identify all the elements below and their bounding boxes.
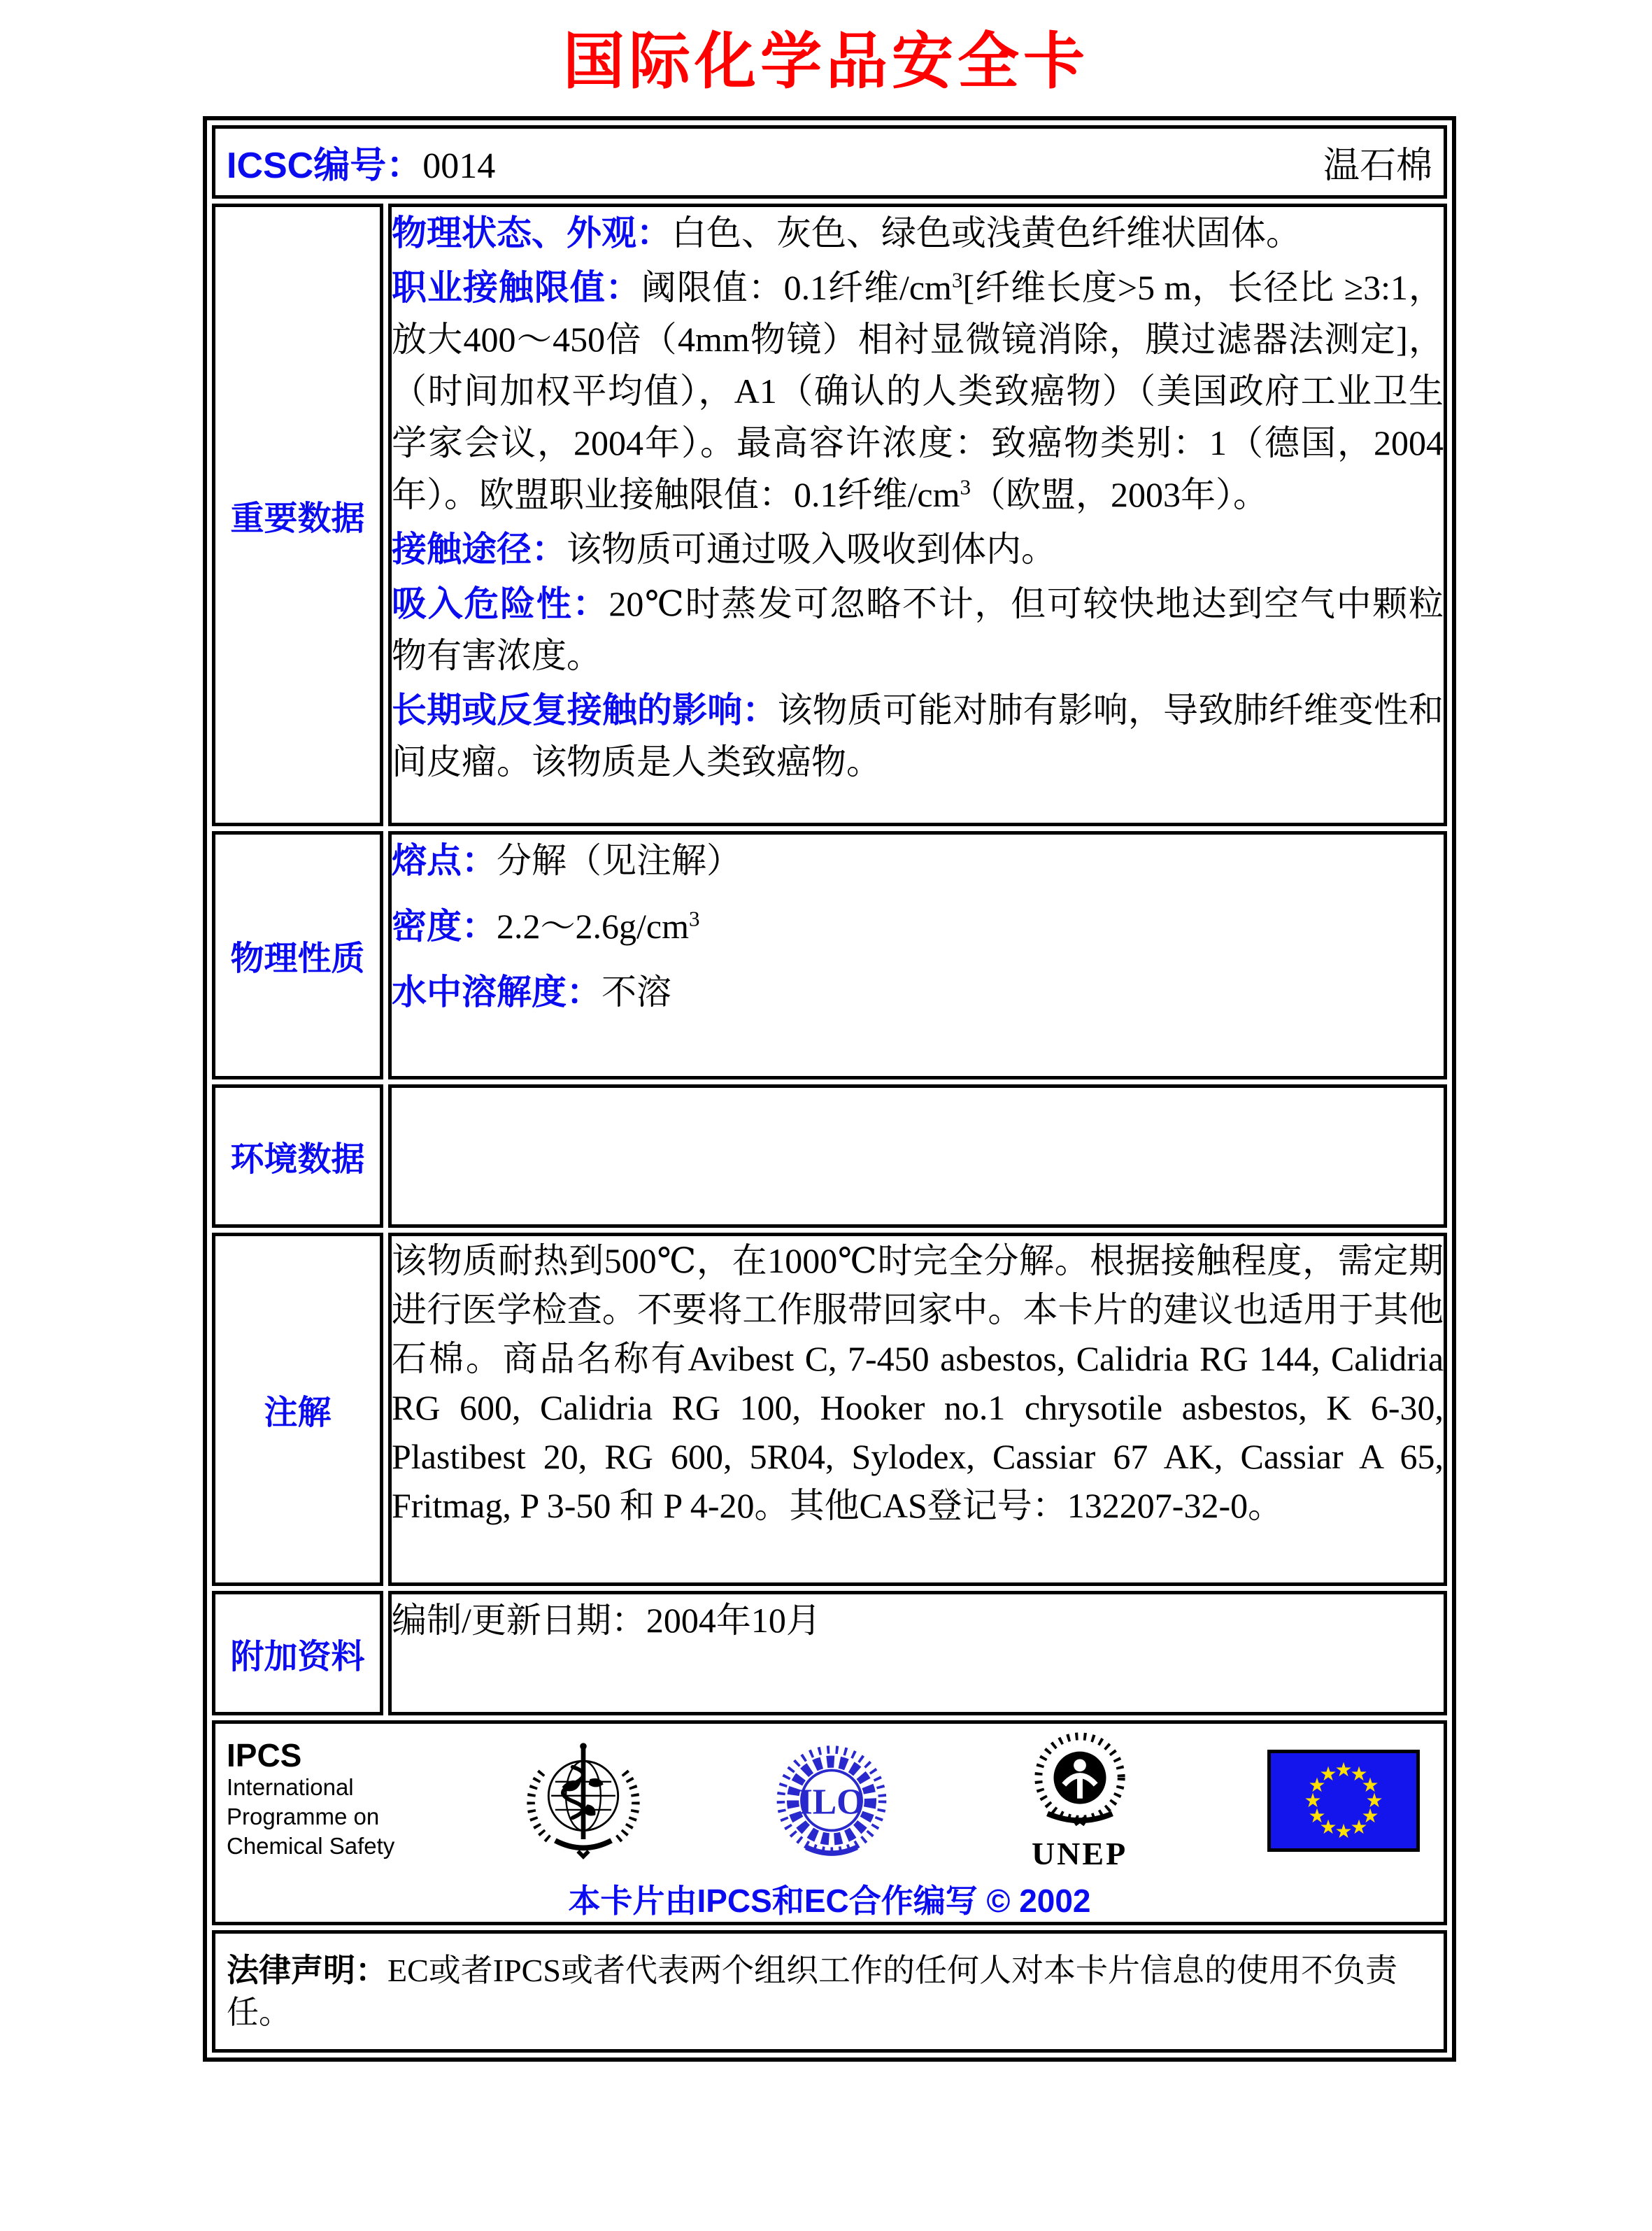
melting-point-value: 分解（见注解）	[497, 841, 741, 880]
eu-star-icon: ★	[1350, 1816, 1368, 1839]
limits-text-seg: 阈限值：0.1纤维/cm	[641, 268, 952, 307]
physical-state-label: 物理状态、外观：	[392, 213, 671, 253]
footer-caption: 本卡片由IPCS和EC合作编写 © 2002	[568, 1883, 1091, 1919]
eu-star-icon: ★	[1361, 1805, 1379, 1827]
superscript-3: 3	[960, 474, 971, 500]
superscript-3: 3	[688, 906, 700, 931]
page-title: 国际化学品安全卡	[562, 29, 1089, 97]
icsc-card-table	[203, 116, 1456, 2062]
eu-star-icon: ★	[1365, 1790, 1383, 1812]
section-label-important: 重要数据	[212, 204, 383, 826]
physical-state-line	[392, 207, 1444, 259]
additional-info-row	[212, 1591, 1447, 1715]
occupational-limits-line	[392, 262, 1444, 520]
physical-state-text: 白色、灰色、绿色或浅黄色纤维状固体。	[671, 213, 1301, 253]
exposure-routes-text: 该物质可通过吸入吸收到体内。	[567, 530, 1056, 569]
long-term-effects-label: 长期或反复接触的影响：	[392, 690, 778, 730]
section-content-important	[388, 204, 1447, 826]
superscript-3: 3	[951, 267, 963, 292]
limits-text-seg: [纤维长度>5 m，长径比 ≥3:1，放大400～450倍（4mm物镜）相衬显微镜消除，膜过滤器法测定]，（时间加权平均值），A1（确认的人类致癌物）（美国政府工业卫生学家会议，2004年）。最高容许浓度：致癌物类别：1（德国，2004年）。欧盟职业接触限值：0.1纤维/cm	[392, 268, 1444, 514]
section-label-physical: 物理性质	[212, 831, 383, 1079]
unep-logo-icon	[1020, 1731, 1139, 1834]
unep-figure-head	[1074, 1759, 1086, 1771]
section-label-additional: 附加资料	[212, 1591, 383, 1715]
physical-properties-row	[212, 831, 1447, 1079]
footer-cell	[212, 1720, 1447, 1925]
environment-data-row	[212, 1084, 1447, 1228]
section-content-notes	[388, 1233, 1447, 1586]
section-content-physical	[388, 831, 1447, 1079]
chemical-name: 温石棉	[1323, 146, 1433, 186]
inhalation-risk-label: 吸入危险性：	[392, 584, 609, 623]
eu-star-icon: ★	[1334, 1820, 1353, 1843]
exposure-routes-label: 接触途径：	[392, 530, 567, 569]
ipcs-line-1: International	[227, 1773, 354, 1800]
eu-star-icon: ★	[1304, 1790, 1322, 1812]
legal-label: 法律声明：	[227, 1952, 387, 1988]
legal-text: EC或者IPCS或者代表两个组织工作的任何人对本卡片信息的使用不负责任。	[227, 1953, 1397, 2030]
legal-row	[212, 1930, 1447, 2053]
density-line	[392, 900, 1444, 952]
water-solubility-label: 水中溶解度：	[392, 972, 601, 1012]
header-cell	[212, 125, 1447, 199]
footer-row	[212, 1720, 1447, 1925]
eu-star-icon: ★	[1308, 1805, 1326, 1827]
eu-star-icon: ★	[1334, 1759, 1353, 1781]
eu-star-icon: ★	[1350, 1763, 1368, 1785]
limits-text-seg: （欧盟，2003年）。	[970, 475, 1268, 514]
long-term-effects-line	[392, 684, 1444, 788]
long-term-effects-text: 该物质可能对肺有影响，导致肺纤维变性和间皮瘤。该物质是人类致癌物。	[392, 690, 1444, 781]
eu-star-icon: ★	[1361, 1774, 1379, 1797]
ilo-logo-icon	[771, 1737, 892, 1864]
icsc-number-group	[227, 136, 495, 188]
section-content-additional	[388, 1591, 1447, 1715]
inhalation-risk-line	[392, 578, 1444, 681]
icsc-number-label: ICSC编号：	[227, 146, 423, 186]
unep-logo-block	[1020, 1731, 1139, 1870]
ipcs-text-block	[227, 1736, 395, 1861]
inhalation-risk-text: 20℃时蒸发可忽略不计，但可较快地达到空气中颗粒物有害浓度。	[392, 584, 1444, 675]
occupational-limits-label: 职业接触限值：	[392, 268, 641, 307]
eu-star-icon: ★	[1319, 1763, 1337, 1785]
density-value: 2.2～2.6g/cm	[497, 907, 689, 946]
unep-letters: UNEP	[1031, 1836, 1128, 1871]
eu-star-icon: ★	[1308, 1774, 1326, 1797]
melting-point-label: 熔点：	[392, 841, 497, 880]
notes-text: 该物质耐热到500℃，在1000℃时完全分解。根据接触程度，需定期进行医学检查。不要将工作服带回家中。本卡片的建议也适用于其他石棉。商品名称有Avibest C, 7-450 asbestos, Calidria RG 144, Calidria RG 600, Calidria RG 100, Hooker no.1 chrysotile asbestos, K 6-30, Plastibest 20, RG 600, 5R04, Sylodex, Cassiar 67 AK, Cassiar A 65, Fritmag, P 3-50 和 P 4-20。其他CAS登记号：132207-32-0。	[392, 1241, 1444, 1525]
melting-point-line	[392, 835, 1444, 886]
water-solubility-line	[392, 966, 1444, 1018]
density-label: 密度：	[392, 907, 497, 946]
update-date-text: 编制/更新日期：2004年10月	[392, 1601, 821, 1640]
notes-row	[212, 1233, 1447, 1586]
section-label-notes: 注解	[212, 1233, 383, 1586]
exposure-routes-line	[392, 523, 1444, 575]
important-data-row	[212, 204, 1447, 826]
water-solubility-value: 不溶	[601, 972, 671, 1012]
ipcs-acronym: IPCS	[227, 1736, 302, 1773]
ilo-letters: ILO	[798, 1782, 865, 1822]
icsc-number-value: 0014	[422, 146, 496, 186]
section-content-environment	[388, 1084, 1447, 1228]
logos-row	[215, 1724, 1444, 1870]
eu-flag-icon	[1267, 1750, 1420, 1852]
legal-cell	[212, 1930, 1447, 2053]
section-label-environment: 环境数据	[212, 1084, 383, 1228]
who-logo-icon	[523, 1737, 643, 1864]
ipcs-line-2: Programme on	[227, 1803, 380, 1829]
eu-star-icon: ★	[1319, 1816, 1337, 1839]
ipcs-line-3: Chemical Safety	[227, 1832, 395, 1859]
header-row	[212, 125, 1447, 199]
